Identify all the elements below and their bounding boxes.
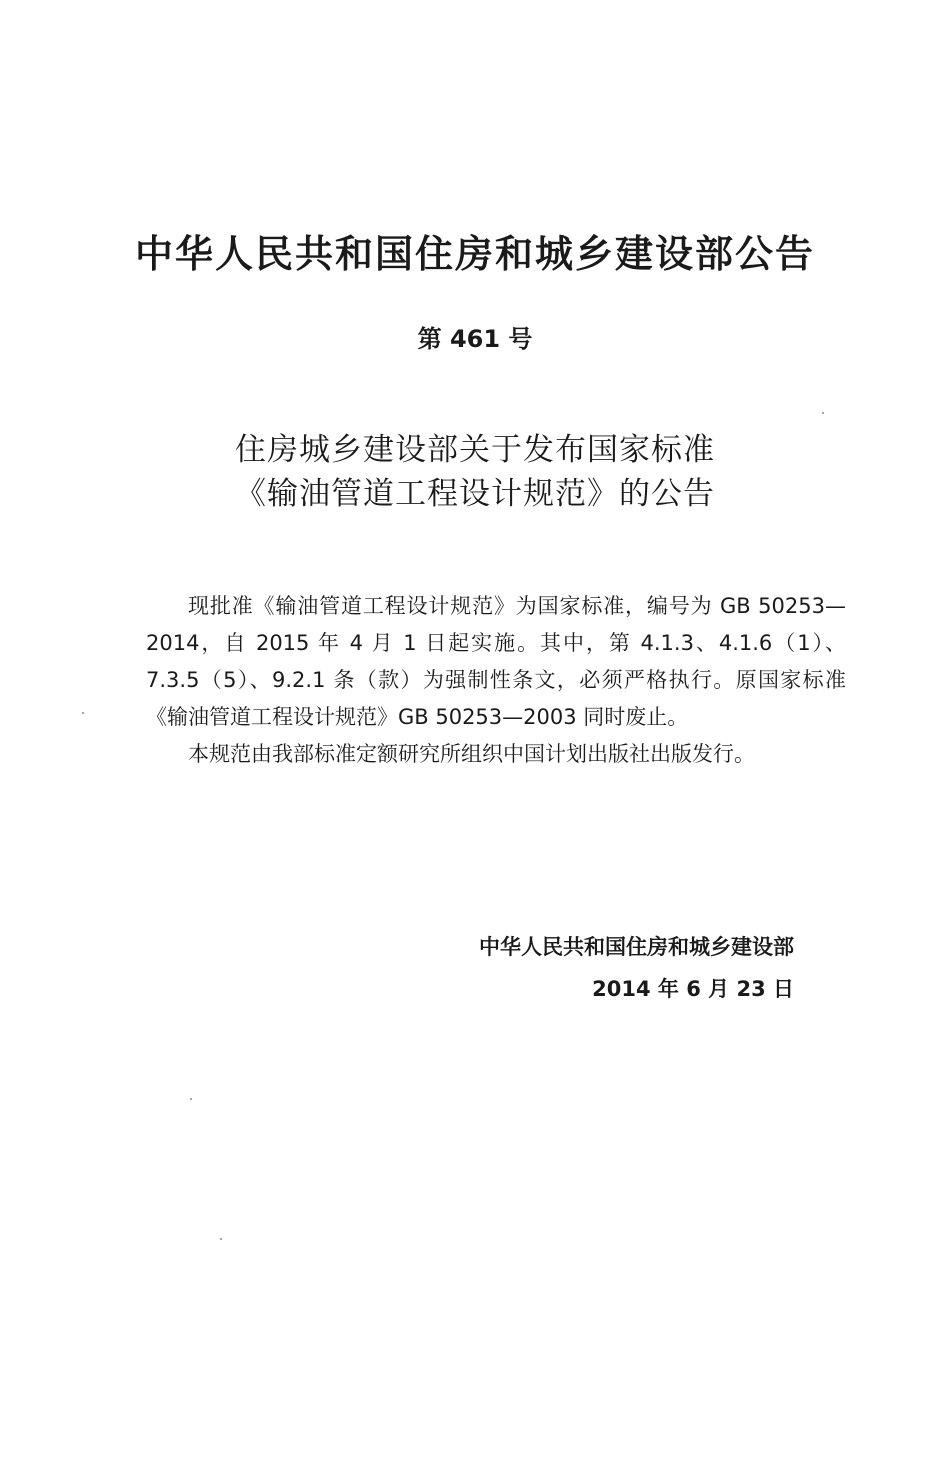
subtitle-line-1: 住房城乡建设部关于发布国家标准 xyxy=(235,432,715,468)
issuer-name: 中华人民共和国住房和城乡建设部 xyxy=(479,935,794,959)
announcement-subtitle xyxy=(0,428,950,516)
signature-block xyxy=(479,928,794,1008)
body-paragraph-publication: 本规范由我部标准定额研究所组织中国计划出版社出版发行。 xyxy=(188,742,755,766)
scan-speck xyxy=(190,1098,192,1100)
page-title: 中华人民共和国住房和城乡建设部公告 xyxy=(134,232,815,276)
scan-speck xyxy=(822,412,824,414)
announcement-number: 第 461 号 xyxy=(417,325,533,353)
scan-speck xyxy=(220,1238,222,1240)
scan-speck xyxy=(82,712,84,714)
announcement-body xyxy=(146,588,846,773)
body-paragraph-approval: 现批准《输油管道工程设计规范》为国家标准，编号为 GB 50253—2014，自 2015 年 4 月 1 日起实施。其中，第 4.1.3、4.1.6（1）、7.3.5（5）、9.2.1 条（款）为强制性条文，必须严格执行。原国家标准《输油管道工程设计规范》GB 50253—2003 同时废止。 xyxy=(146,594,846,729)
issue-date: 2014 年 6 月 23 日 xyxy=(592,977,794,1001)
subtitle-line-2: 《输油管道工程设计规范》的公告 xyxy=(235,476,715,512)
